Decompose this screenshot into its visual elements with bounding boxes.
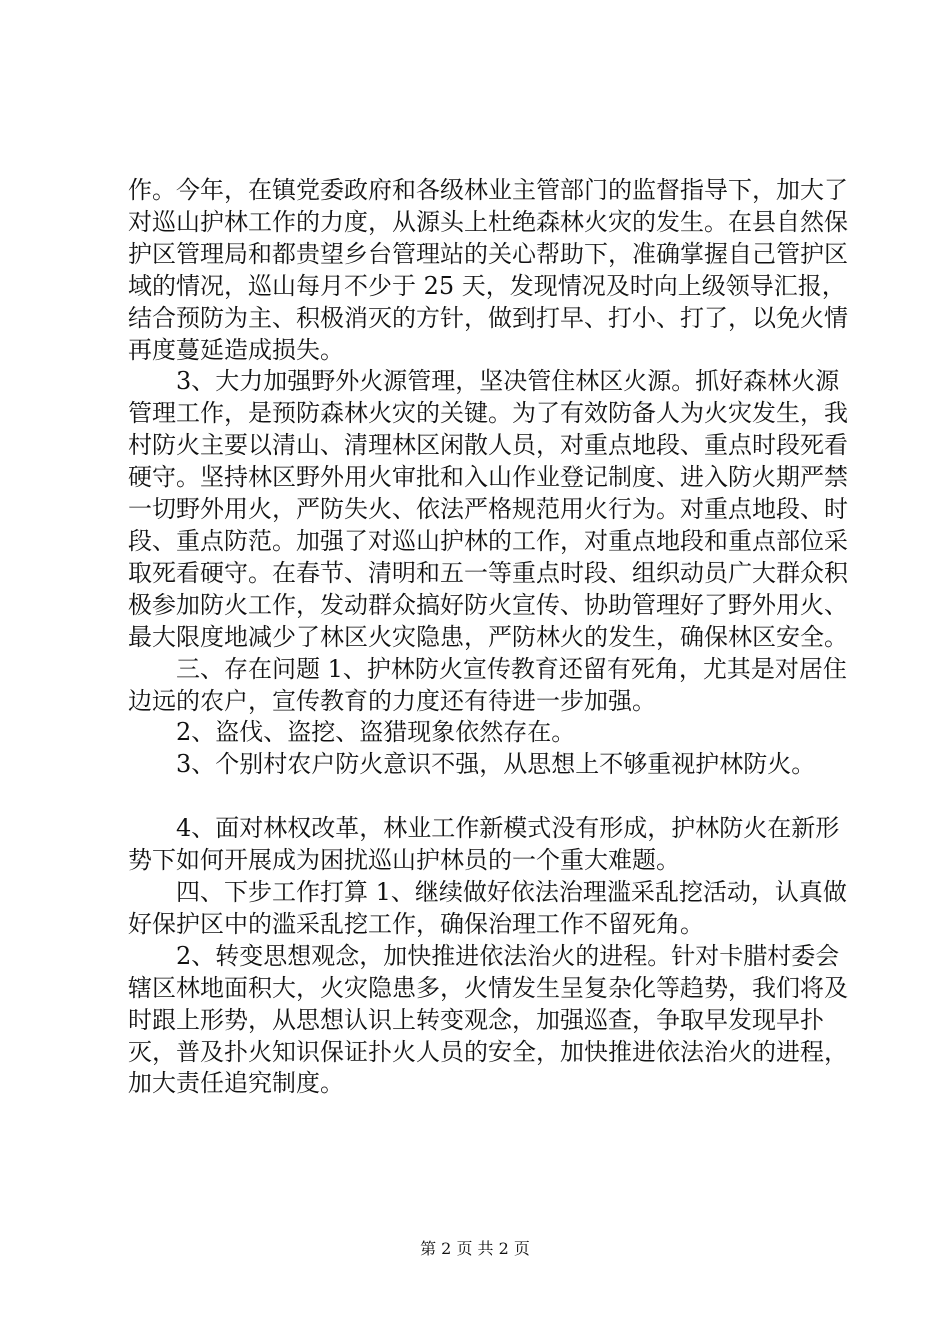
paragraph-2: 3、大力加强野外火源管理，坚决管住林区火源。抓好森林火源管理工作，是预防森林火灾的关键。为了有效防备人为火灾发生，我村防火主要以清山、清理林区闲散人员，对重点地段、重点时段死看硬守。坚持林区野外用火审批和入山作业登记制度、进入防火期严禁一切野外用火，严防失火、依法严格规范用火行为。对重点地段、时段、重点防范。加强了对巡山护林的工作，对重点地段和重点部位采取死看硬守。在春节、清明和五一等重点时段、组织动员广大群众积极参加防火工作，发动群众搞好防火宣传、协助管理好了野外用火、最大限度地减少了林区火灾隐患，严防林火的发生，确保林区安全。: [128, 367, 848, 651]
page-footer: 第 2 页 共 2 页: [420, 1239, 530, 1258]
paragraph-3: 三、存在问题 1、护林防火宣传教育还留有死角，尤其是对居住边远的农户，宣传教育的力度还有待进一步加强。: [128, 654, 847, 715]
paragraph-4: 2、盗伐、盗挖、盗猎现象依然存在。: [128, 718, 576, 747]
paragraph-7: 四、下步工作打算 1、继续做好依法治理滥采乱挖活动，认真做好保护区中的滥采乱挖工作，确保治理工作不留死角。: [128, 878, 847, 938]
paragraph-1: 作。今年，在镇党委政府和各级林业主管部门的监督指导下，加大了对巡山护林工作的力度，从源头上杜绝森林火灾的发生。在县自然保护区管理局和都贵望乡台管理站的关心帮助下，准确掌握自己管护区域的情况，巡山每月不少于 25 天，发现情况及时向上级领导汇报，结合预防为主、积极消灭的方针，做到打早、打小、打了，以免火情再度蔓延造成损失。: [128, 176, 848, 364]
paragraph-6: 4、面对林权改革，林业工作新模式没有形成，护林防火在新形势下如何开展成为困扰巡山护林员的一个重大难题。: [128, 814, 840, 875]
document-body: [128, 175, 858, 1100]
paragraph-8: 2、转变思想观念，加快推进依法治火的进程。针对卡腊村委会辖区林地面积大，火灾隐患多，火情发生呈复杂化等趋势，我们将及时跟上形势，从思想认识上转变观念，加强巡查，争取早发现早扑灭，普及扑火知识保证扑火人员的安全，加快推进依法治火的进程，加大责任追究制度。: [128, 941, 848, 1098]
paragraph-5: 3、个别村农户防火意识不强，从思想上不够重视护林防火。: [128, 750, 816, 779]
paragraph-spacer: [128, 781, 858, 813]
